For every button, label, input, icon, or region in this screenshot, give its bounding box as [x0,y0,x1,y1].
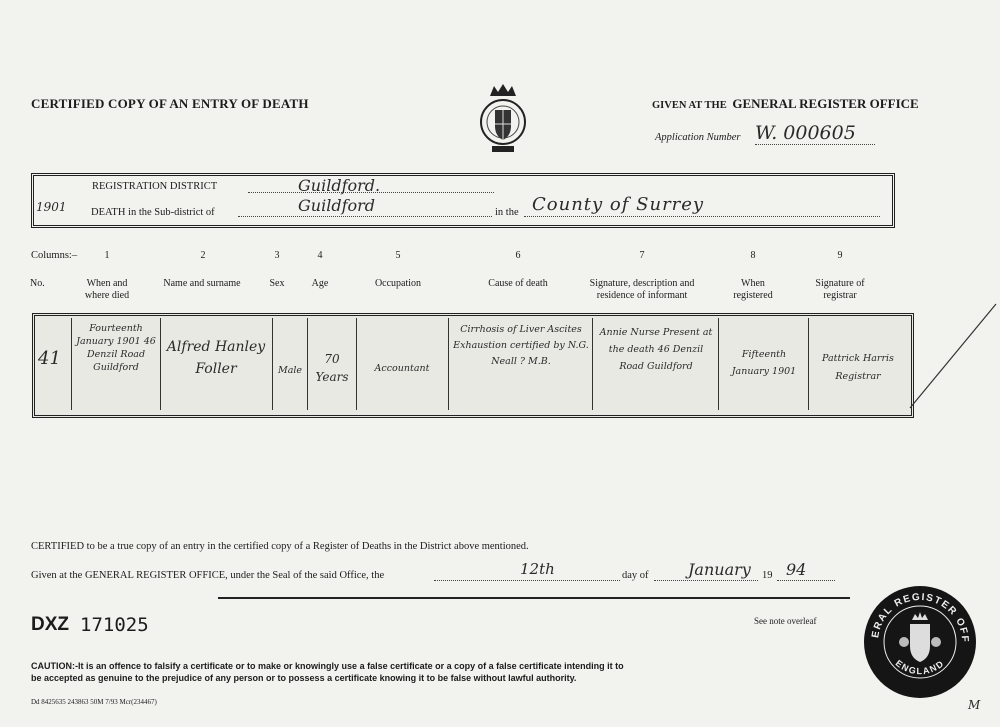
col-header-cause: Cause of death [488,278,548,289]
entry-occupation: Accountant [374,363,430,374]
given-at-header [652,96,919,112]
columns-label: Columns:– [31,250,78,261]
entry-number: 41 [38,348,61,369]
in-the-label: in the [495,207,519,218]
column-number: 7 [639,250,645,261]
col-divider [808,318,809,410]
see-note: See note overleaf [754,616,817,626]
col-divider [718,318,719,410]
caution-text: CAUTION:-It is an offence to falsify a certificate or to make or knowingly use a false certificate or a copy of a false certificate intending it to be accepted as genuine to the prejudice of any person or to possess a certificate knowing it to be false without lawful authority. [31,661,624,683]
col-divider [272,318,273,410]
col-header-name: Name and surname [163,278,241,289]
col-header-when-where: When and where died [84,278,130,301]
registration-year: 1901 [36,200,67,214]
entry-sex: Male [277,365,303,376]
month-value: January [688,560,751,579]
district-value: Guildford. [298,176,381,195]
corner-mark: M [968,698,981,712]
col-divider [448,318,449,410]
entry-informant: Annie Nurse Present at the death 46 Denzil Road Guildford [599,327,713,372]
col-header-sex: Sex [269,278,285,289]
day-value: 12th [520,560,555,578]
certificate-code: DXZ [31,614,69,635]
application-number-value: W. 000605 [755,122,875,145]
column-number: 1 [104,250,110,261]
given-at-label: GIVEN AT THE [652,100,727,111]
print-reference: Dd 8425635 243863 50M 7/93 Mcr(234467) [31,698,157,706]
no-header: No. [30,278,45,289]
column-number: 9 [837,250,843,261]
entry-when-where: Fourteenth January 1901 46 Denzil Road Guildford [76,323,156,373]
subdistrict-line [238,216,492,217]
col-header-registrar: Signature of registrar [815,278,865,301]
col-divider [160,318,161,410]
cancel-stroke [908,300,998,410]
year-prefix: 19 [762,570,773,581]
column-number: 4 [317,250,323,261]
entry-cause: Cirrhosis of Liver Ascites Exhaustion certified by N.G. Neall ? M.B. [453,324,589,367]
column-number: 5 [395,250,401,261]
application-number-label: Application Number [655,132,741,143]
seal-text-top: ERAL REGISTER OFF [870,591,971,644]
month-line [654,580,758,581]
day-line [434,580,620,581]
certified-statement: CERTIFIED to be a true copy of an entry in the certified copy of a Register of Deaths in the District above mentioned. [31,541,529,552]
royal-crest-icon [476,82,530,160]
col-header-occupation: Occupation [374,278,422,289]
col-divider [356,318,357,410]
subdistrict-value: Guildford [298,196,376,215]
entry-name: Alfred Hanley Foller [166,339,266,377]
column-number: 6 [515,250,521,261]
year-value: 94 [786,560,807,579]
col-divider [592,318,593,410]
office-label: GENERAL REGISTER OFFICE [732,96,919,111]
year-line [777,580,835,581]
entry-registrar: Pattrick Harris Registrar [822,353,894,382]
col-divider [71,318,72,410]
certificate-title: CERTIFIED COPY OF AN ENTRY OF DEATH [31,96,309,111]
county-value: County of Surrey [532,194,705,215]
signature-rule [218,597,850,599]
gro-seal-icon [862,584,978,700]
district-label: REGISTRATION DISTRICT [92,181,218,192]
col-divider [307,318,308,410]
col-header-age: Age [311,278,329,289]
certificate-number: 171025 [80,614,149,636]
seal-text-bottom: ENGLAND [893,657,947,677]
column-number: 3 [274,250,280,261]
entry-registered: Fifteenth January 1901 [731,349,797,377]
col-header-informant: Signature, description and residence of informant [589,278,695,301]
county-line [524,216,880,217]
given-statement: Given at the GENERAL REGISTER OFFICE, under the Seal of the said Office, the [31,570,385,581]
subdistrict-label: DEATH in the Sub-district of [91,207,215,218]
day-of-label: day of [622,570,649,581]
entry-age: 70 Years [315,352,349,384]
column-number: 2 [200,250,206,261]
column-number: 8 [750,250,756,261]
col-header-registered: When registered [733,278,773,301]
